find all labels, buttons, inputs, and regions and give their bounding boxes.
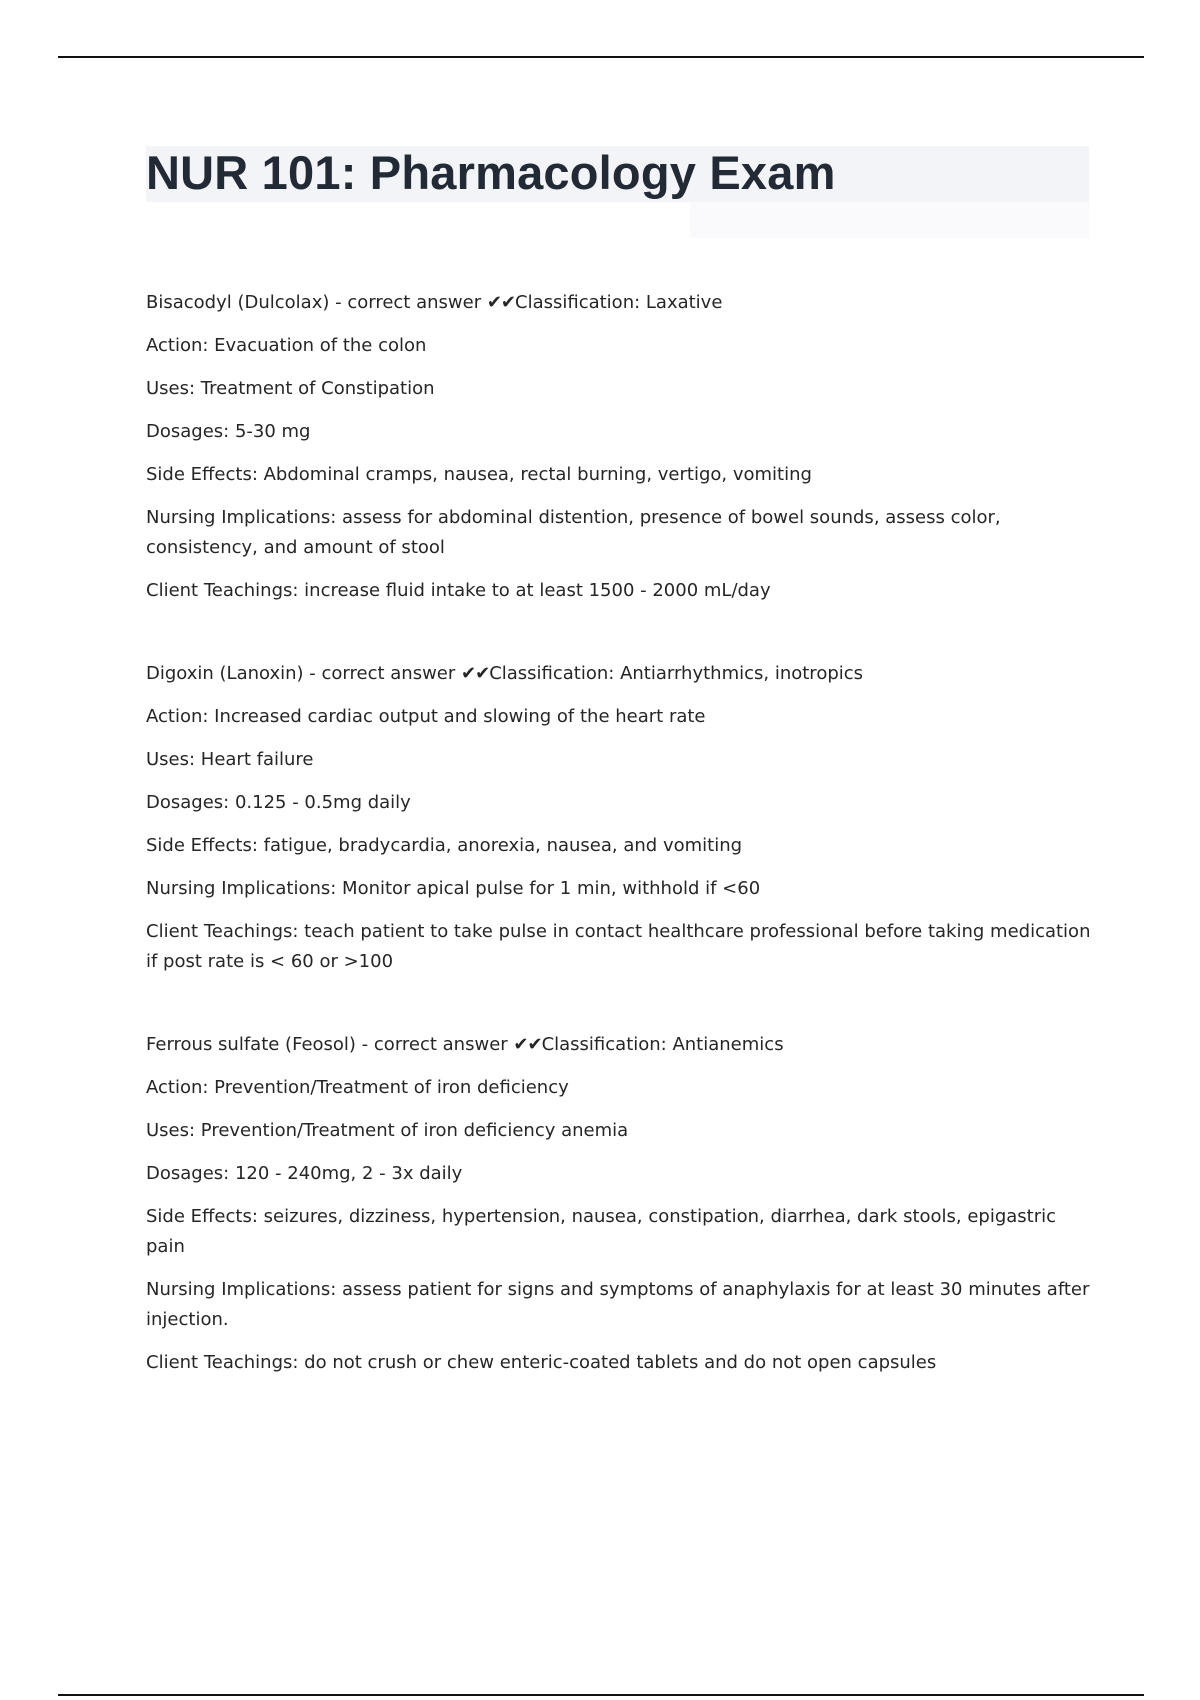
checkmark-icon: ✔✔ [461,663,490,684]
uses-line: Uses: Treatment of Constipation [146,378,435,399]
drug-name: Digoxin (Lanoxin) [146,663,304,684]
entry-header: Ferrous sulfate (Feosol) - correct answer ✔✔Classification: Antianemics [146,1034,784,1055]
nursing-implications-line: Nursing Implications: assess patient for signs and symptoms of anaphylaxis for at least 30 minutes after injection. [146,1279,1090,1330]
top-rule [58,56,1144,58]
checkmark-icon: ✔✔ [513,1034,542,1055]
classification: Classification: Antiarrhythmics, inotropics [489,663,864,684]
drug-entry-digoxin [146,659,1096,977]
client-teachings-line: Client Teachings: increase fluid intake to at least 1500 - 2000 mL/day [146,580,771,601]
entry-header: Digoxin (Lanoxin) - correct answer ✔✔Classification: Antiarrhythmics, inotropics [146,663,864,684]
side-effects-line: Side Effects: Abdominal cramps, nausea, rectal burning, vertigo, vomiting [146,464,812,485]
answer-label: correct answer [373,1034,508,1055]
dosages-line: Dosages: 5-30 mg [146,421,311,442]
classification: Classification: Antianemics [541,1034,784,1055]
dosages-line: Dosages: 0.125 - 0.5mg daily [146,792,411,813]
entry-header: Bisacodyl (Dulcolax) - correct answer ✔✔Classification: Laxative [146,292,723,313]
uses-line: Uses: Heart failure [146,749,314,770]
action-line: Action: Prevention/Treatment of iron deficiency [146,1077,569,1098]
side-effects-line: Side Effects: fatigue, bradycardia, anorexia, nausea, and vomiting [146,835,743,856]
classification: Classification: Laxative [515,292,723,313]
uses-line: Uses: Prevention/Treatment of iron deficiency anemia [146,1120,629,1141]
page-title: NUR 101: Pharmacology Exam [146,146,836,199]
title-highlight-shadow [690,202,1089,238]
nursing-implications-line: Nursing Implications: assess for abdominal distention, presence of bowel sounds, assess color, consistency, and amount of stool [146,507,1001,558]
action-line: Action: Evacuation of the colon [146,335,427,356]
client-teachings-line: Client Teachings: do not crush or chew enteric-coated tablets and do not open capsules [146,1352,937,1373]
answer-label: correct answer [321,663,456,684]
nursing-implications-line: Nursing Implications: Monitor apical pulse for 1 min, withhold if <60 [146,878,761,899]
client-teachings-line: Client Teachings: teach patient to take pulse in contact healthcare professional before taking medication if post rate is < 60 or >100 [146,921,1091,972]
dosages-line: Dosages: 120 - 240mg, 2 - 3x daily [146,1163,463,1184]
checkmark-icon: ✔✔ [486,292,515,313]
action-line: Action: Increased cardiac output and slowing of the heart rate [146,706,706,727]
answer-label: correct answer [347,292,482,313]
document-body [146,288,1096,1431]
drug-entry-ferrous-sulfate [146,1030,1096,1378]
side-effects-line: Side Effects: seizures, dizziness, hypertension, nausea, constipation, diarrhea, dark stools, epigastric pain [146,1206,1057,1257]
bottom-rule [58,1694,1144,1696]
drug-entry-bisacodyl [146,288,1096,606]
drug-name: Ferrous sulfate (Feosol) [146,1034,356,1055]
drug-name: Bisacodyl (Dulcolax) [146,292,330,313]
